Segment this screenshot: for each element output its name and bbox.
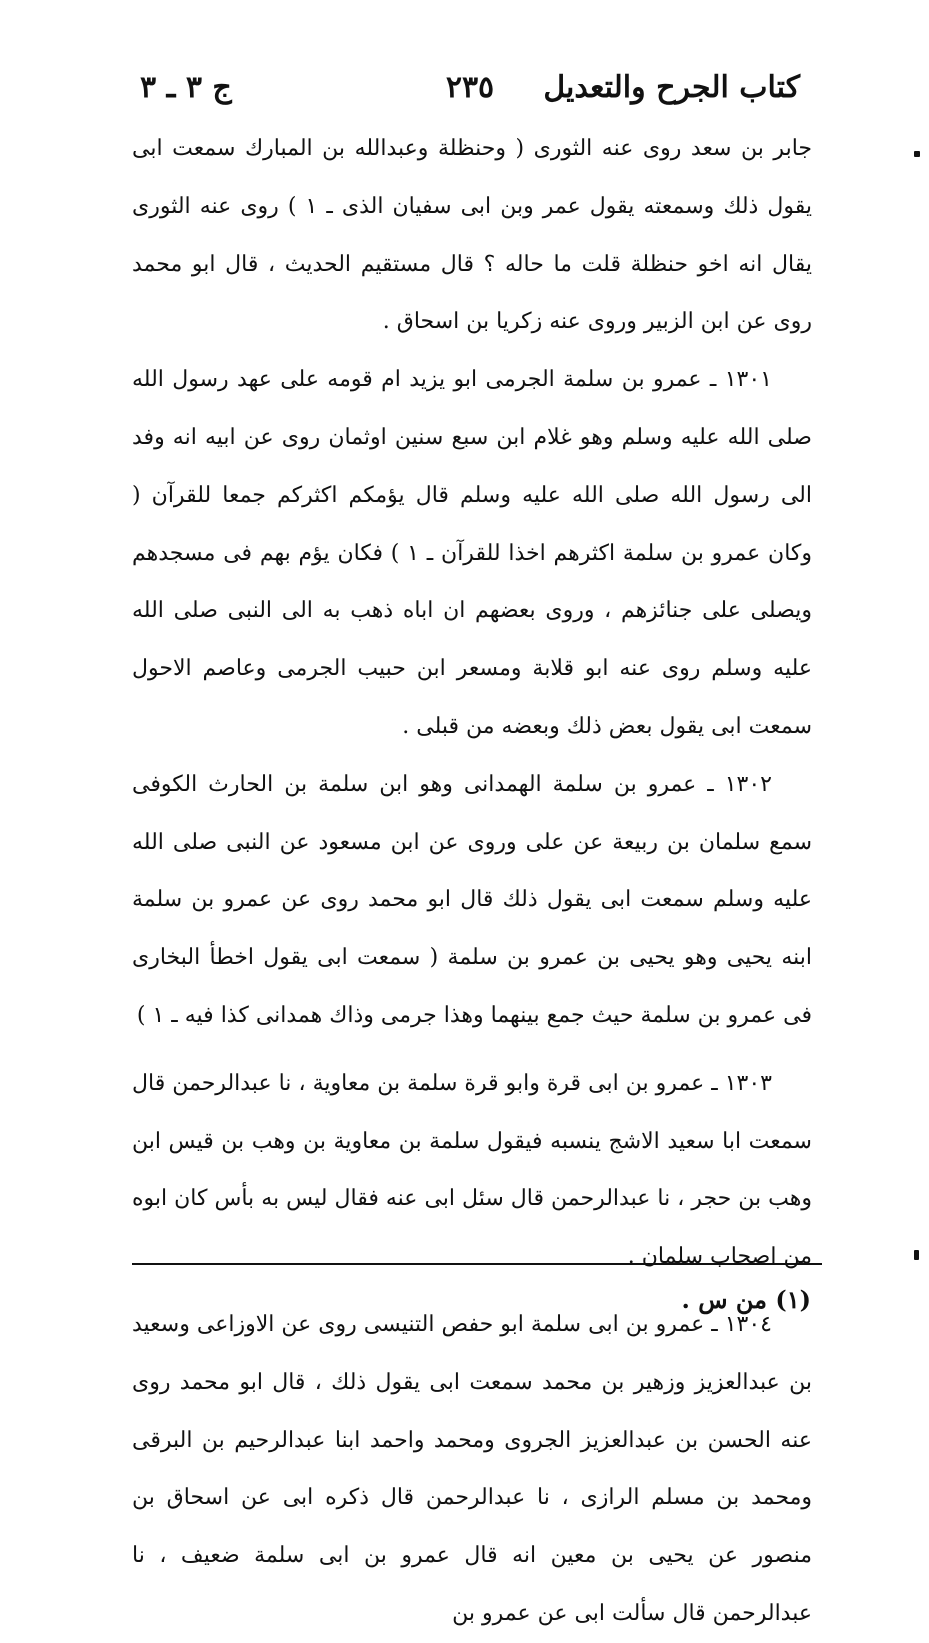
entry-1302: ١٣٠٢ ـ عمرو بن سلمة الهمدانى وهو ابن سلمة بن الحارث الكوفى سمع سلمان بن ربيعة عن على وروى عن ابن مسعود عن النبى صلى الله عليه وسلم سمعت ابى يقول ذلك قال ابو محمد روى عن عمرو بن سلمة ابنه يحيى وهو يحيى بن عمرو بن سلمة ( سمعت ابى يقول اخطأ البخارى فى عمرو بن سلمة حيث جمع بينهما وهذا جرمى وذاك همدانى كذا فيه ـ ١ ) — [132, 771, 812, 1028]
volume-label: ج ٣ ـ ٣ — [140, 70, 232, 105]
entry-1304: ١٣٠٤ ـ عمرو بن ابى سلمة ابو حفص التنيسى روى عن الاوزاعى وسعيد بن عبدالعزيز وزهير بن محمد سمعت ابى يقول ذلك ، قال ابو محمد روى عنه الحسن بن عبدالعزيز الجروى ومحمد واحمد ابنا عبدالرحيم بن البرقى ومحمد بن مسلم الرازى ، نا عبدالرحمن قال ذكره ابى عن اسحاق بن منصور عن يحيى بن معين انه قال عمرو بن ابى سلمة ضعيف ، نا عبدالرحمن قال سألت ابى عن عمرو بن — [132, 1311, 812, 1626]
entry-1301: ١٣٠١ ـ عمرو بن سلمة الجرمى ابو يزيد ام قومه على عهد رسول الله صلى الله عليه وسلم وهو غلام ابن سبع سنين اوثمان روى عن ابيه انه وفد الى رسول الله صلى الله عليه وسلم قال يؤمكم اكثركم جمعا للقرآن ( وكان عمرو بن سلمة اكثرهم اخذا للقرآن ـ ١ ) فكان يؤم بهم فى مسجدهم ويصلى على جنائزهم ، وروى بعضهم ان اباه ذهب به الى النبى صلى الله عليه وسلم روى عنه ابو قلابة ومسعر ابن حبيب الجرمى وعاصم الاحول سمعت ابى يقول بعض ذلك وبعضه من قبلى . — [132, 367, 812, 739]
main-text — [132, 120, 812, 1643]
scan-mark — [914, 151, 920, 157]
scan-mark — [914, 1250, 919, 1260]
page-number: ٢٣٥ — [445, 70, 495, 105]
footnote: (١) من س . — [681, 1285, 811, 1314]
entry-1303: ١٣٠٣ ـ عمرو بن ابى قرة وابو قرة سلمة بن معاوية ، نا عبدالرحمن قال سمعت ابا سعيد الاشج ينسبه فيقول سلمة بن معاوية بن وهب بن قيس ابن وهب بن حجر ، نا عبدالرحمن قال سئل ابى عنه فقال ليس به بأس كان ابوه من اصحاب سلمان . — [132, 1070, 812, 1270]
paragraph-continuation: جابر بن سعد روى عنه الثورى ( وحنظلة وعبدالله بن المبارك سمعت ابى يقول ذلك وسمعته يقول عمر وبن ابى سفيان الذى ـ ١ ) روى عنه الثورى يقال انه اخو حنظلة قلت ما حاله ؟ قال مستقيم الحديث ، قال ابو محمد روى عن ابن الزبير وروى عنه زكريا بن اسحاق . — [132, 136, 813, 335]
book-title: كتاب الجرح والتعديل — [543, 70, 800, 105]
footnote-divider — [132, 1263, 822, 1265]
page-header — [140, 70, 800, 120]
